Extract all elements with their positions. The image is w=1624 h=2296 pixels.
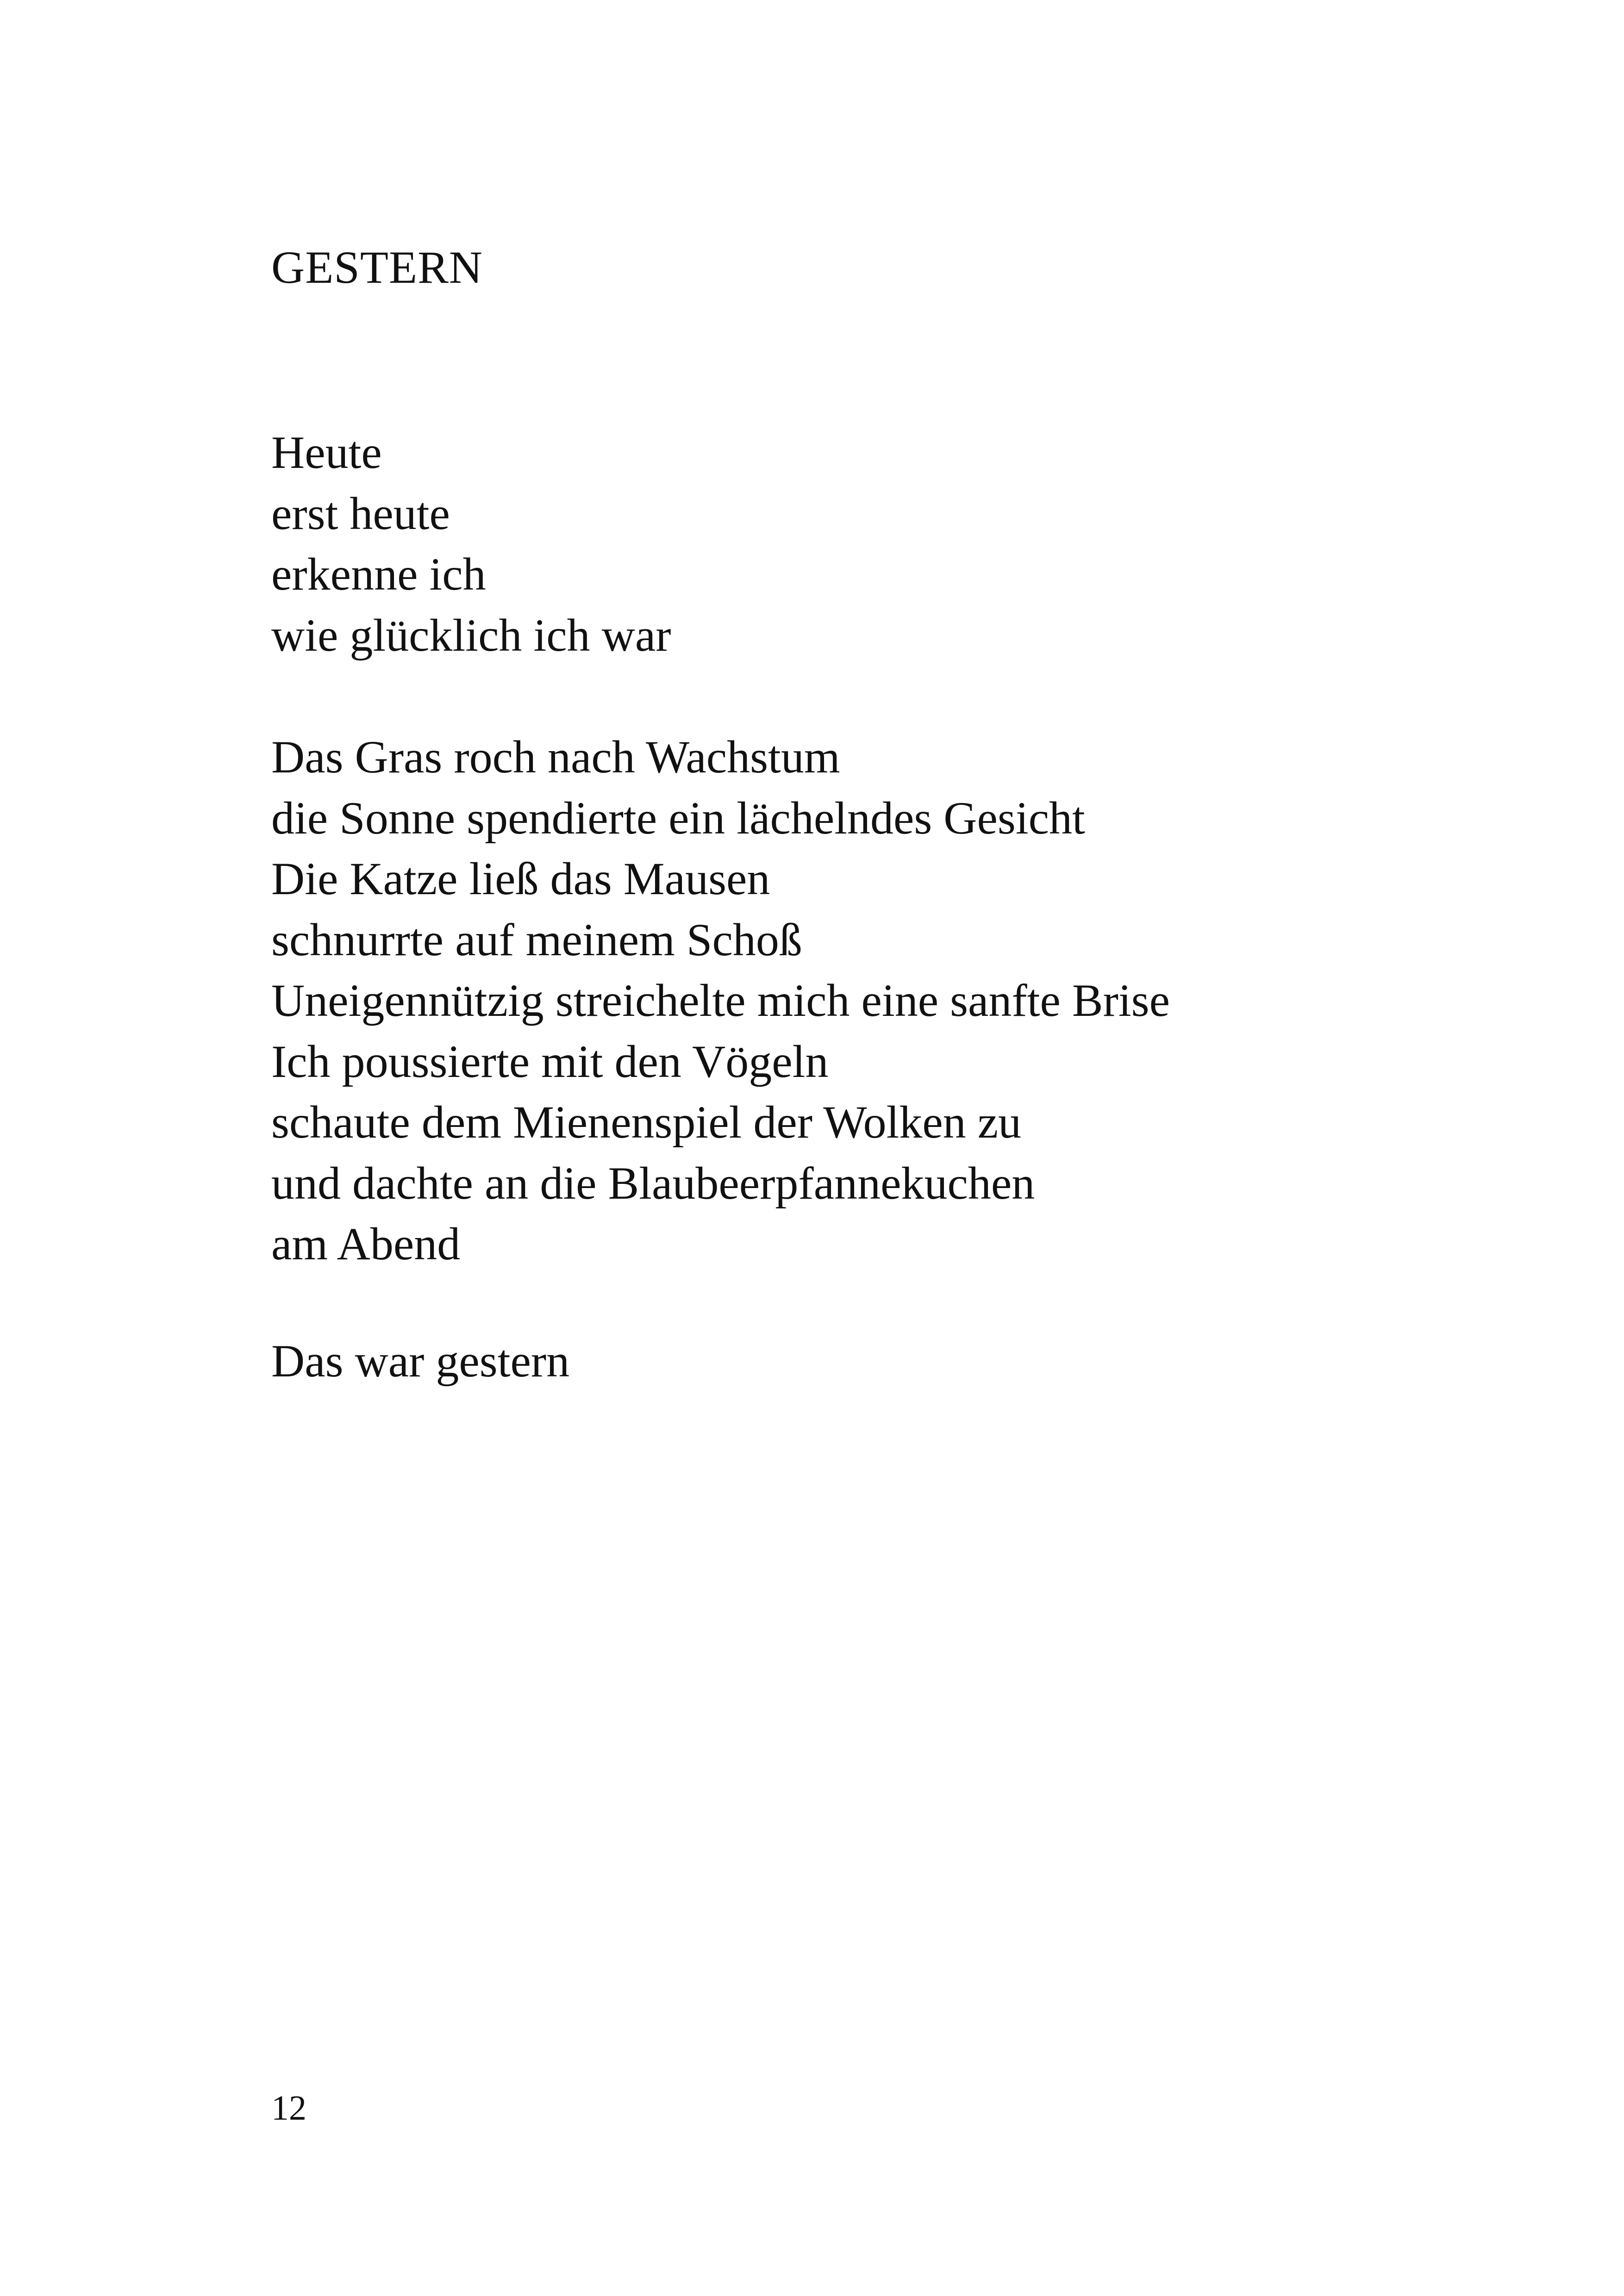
- poem-title: GESTERN: [271, 242, 483, 293]
- poem-line: am Abend: [271, 1218, 461, 1269]
- poem-line: erst heute: [271, 487, 450, 539]
- poem-line: Die Katze ließ das Mausen: [271, 853, 770, 904]
- stanza-2: [271, 727, 1170, 1275]
- stanza-3: [271, 1331, 569, 1392]
- poem-line: und dachte an die Blaubeerpfannekuchen: [271, 1157, 1035, 1209]
- poem-line: wie glücklich ich war: [271, 609, 671, 661]
- poem-line: die Sonne spendierte ein lächelndes Gesicht: [271, 792, 1085, 844]
- poem-line: Das war gestern: [271, 1335, 570, 1387]
- page-number: 12: [271, 2089, 306, 2128]
- poem-line: Ich poussierte mit den Vögeln: [271, 1035, 829, 1087]
- poem-line: erkenne ich: [271, 548, 486, 600]
- stanza-1: [271, 422, 671, 666]
- poem-line: schaute dem Mienenspiel der Wolken zu: [271, 1096, 1022, 1148]
- poem-line: Heute: [271, 427, 382, 478]
- poem-line: Uneigennützig streichelte mich eine sanfte Brise: [271, 975, 1170, 1026]
- poem-line: Das Gras roch nach Wachstum: [271, 731, 840, 783]
- poem-line: schnurrte auf meinem Schoß: [271, 914, 802, 965]
